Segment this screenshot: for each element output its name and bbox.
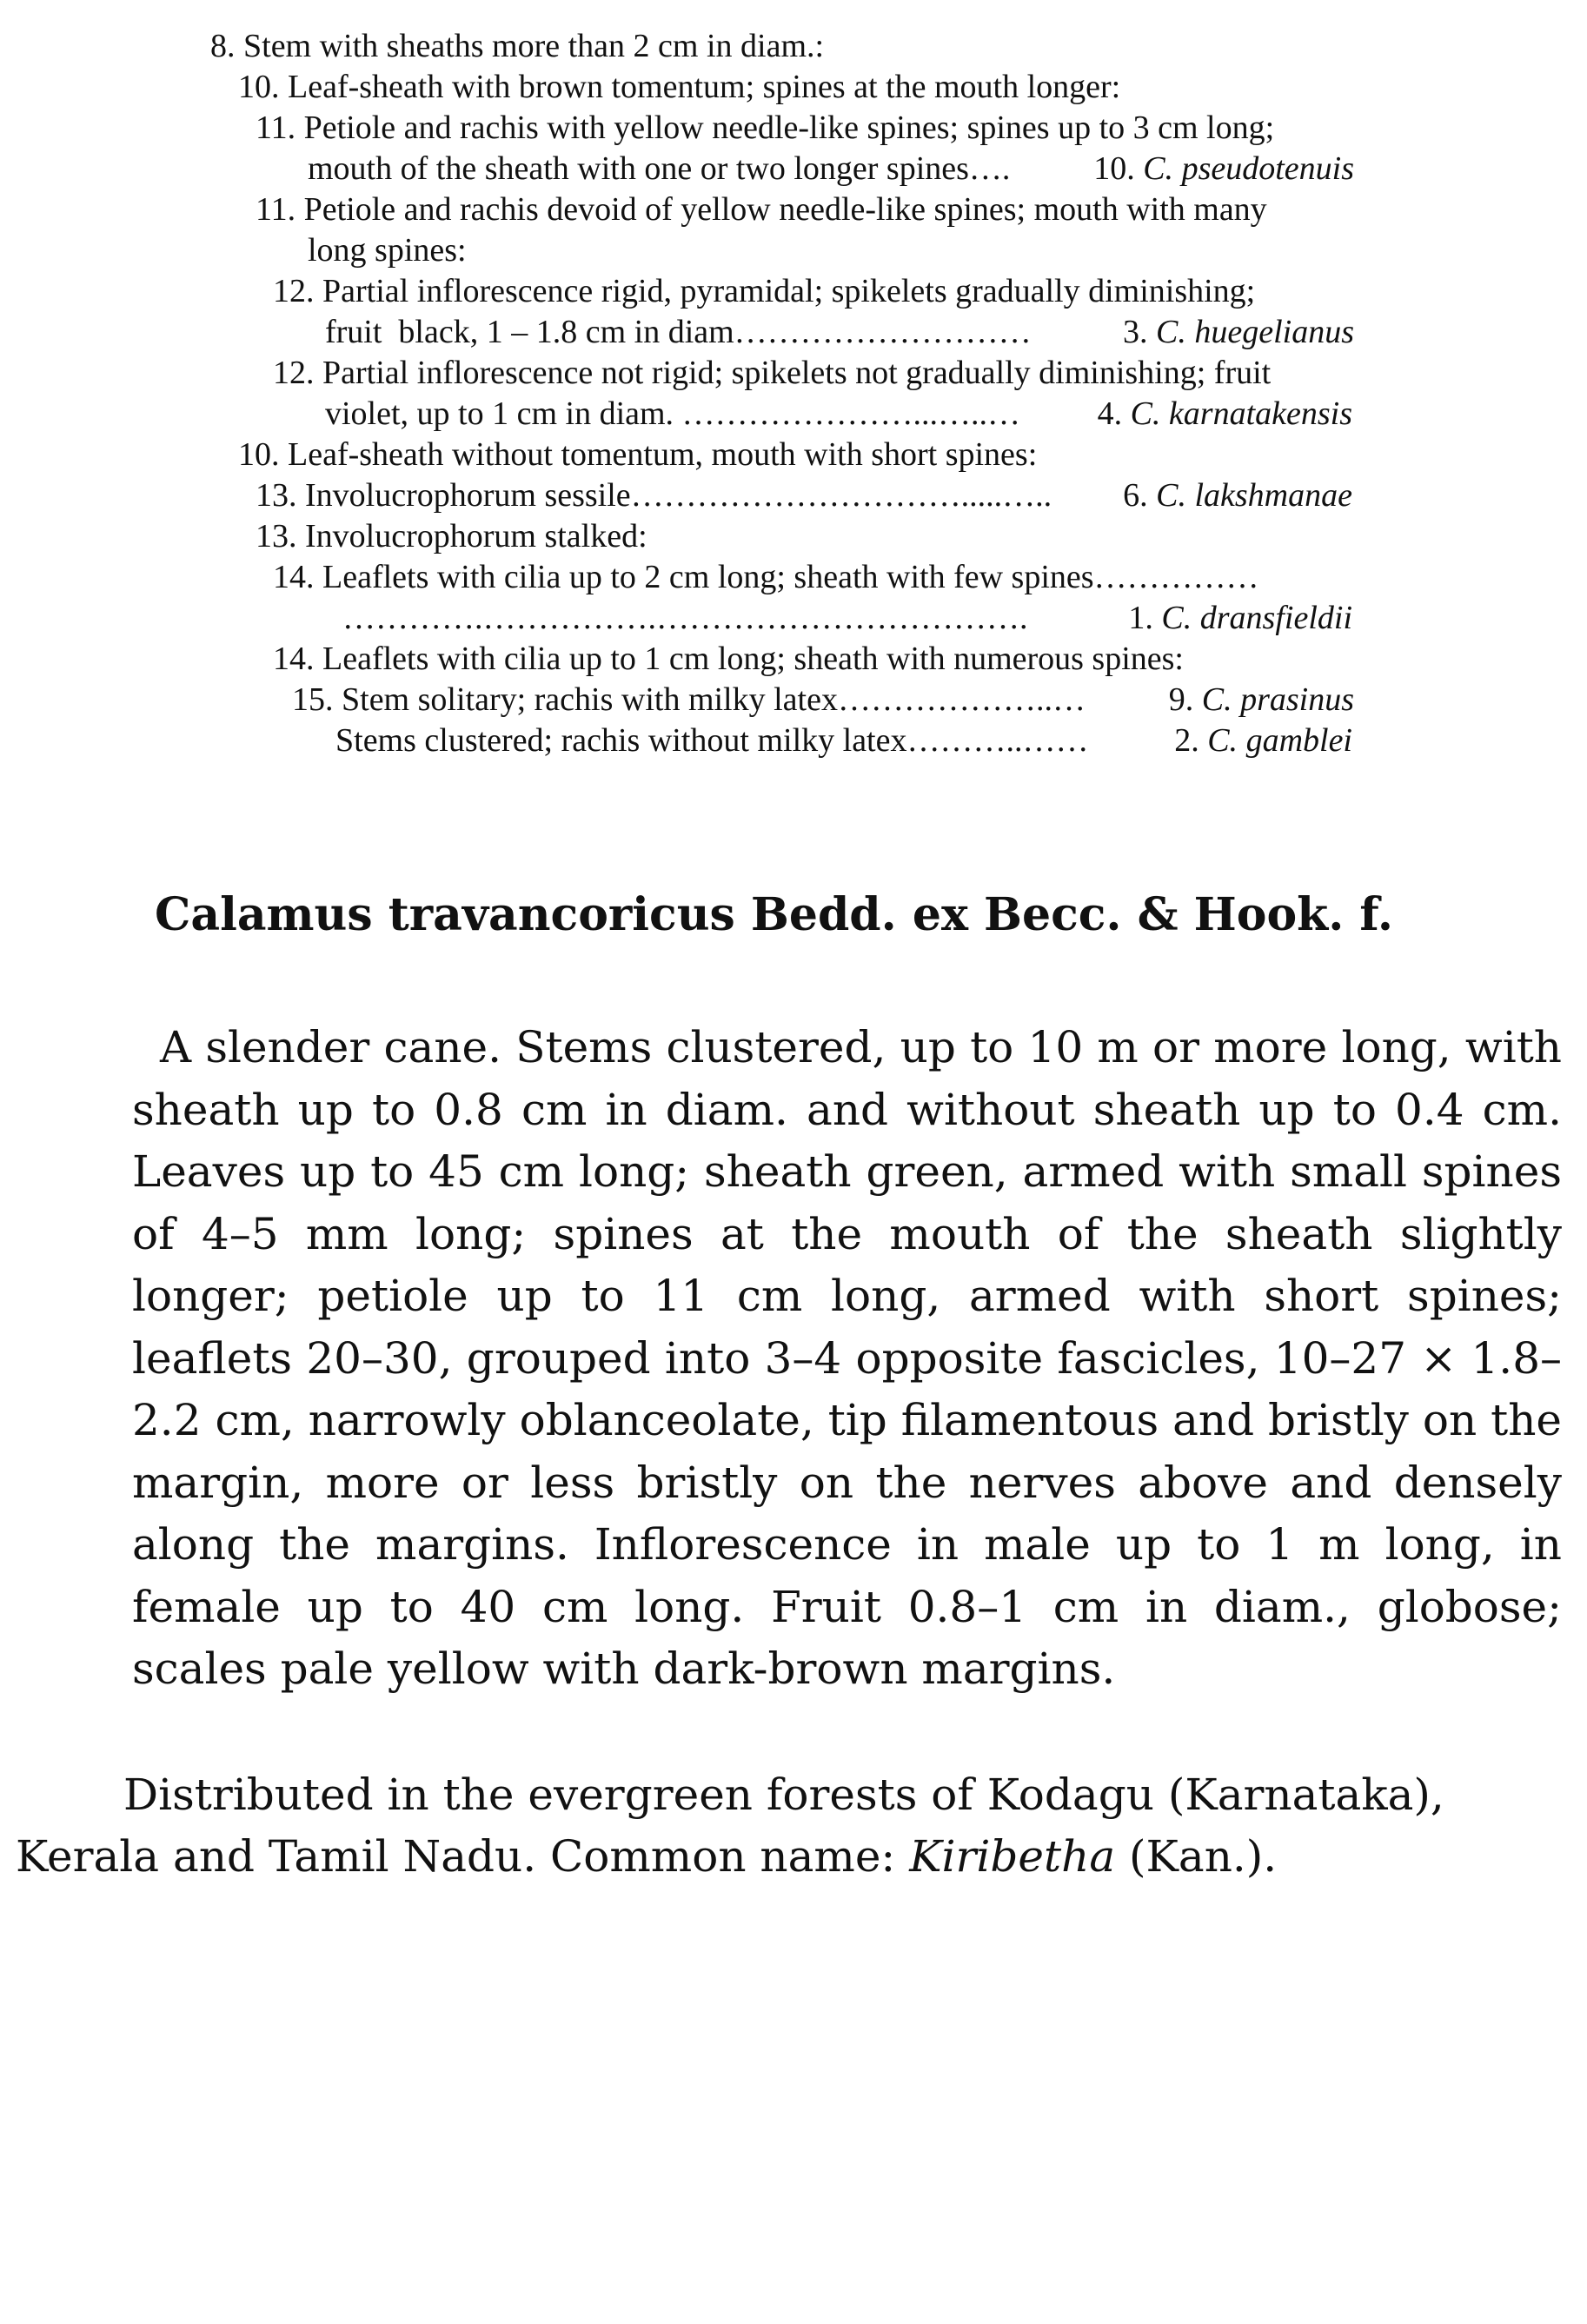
key-result — [1169, 680, 1354, 720]
key-text: Leaflets with cilia up to 1 cm long; sheath with numerous spines: — [322, 641, 1184, 677]
key-line — [0, 394, 1352, 435]
key-result — [1098, 394, 1352, 435]
key-line — [308, 230, 467, 271]
common-name: Kiribetha — [909, 1831, 1116, 1882]
result-number: 9. — [1168, 681, 1194, 718]
key-line — [0, 149, 1354, 189]
result-number: 3. — [1123, 314, 1148, 350]
key-line — [0, 312, 1354, 353]
key-result — [1093, 149, 1354, 189]
distribution-paragraph — [16, 1764, 1563, 1888]
result-species: huegelianus — [1194, 314, 1354, 350]
result-species: gamblei — [1245, 722, 1352, 759]
key-text: Leaf-sheath with brown tomentum; spines at the mouth longer: — [288, 69, 1121, 105]
key-line — [273, 557, 1259, 598]
distribution-suffix: (Kan.). — [1115, 1831, 1278, 1882]
key-number: 13. — [256, 477, 297, 514]
key-number: 14. — [273, 641, 315, 677]
result-genus: C. — [1201, 681, 1232, 718]
key-text: Partial inflorescence rigid, pyramidal; spikelets gradually diminishing; — [322, 273, 1256, 309]
key-line — [238, 67, 1120, 108]
species-heading: Calamus travancoricus Bedd. ex Becc. & Hook. f. — [155, 888, 1394, 941]
result-species: lakshmanae — [1194, 477, 1352, 514]
key-text: violet, up to 1 cm in diam. …………………...…..… — [325, 395, 1021, 432]
key-number: 12. — [273, 273, 315, 309]
key-text: Stem with sheaths more than 2 cm in diam.: — [243, 28, 825, 64]
result-genus: C. — [1161, 600, 1192, 636]
key-text: ………….…………….……………………………. — [342, 600, 1028, 636]
key-text: Stems clustered; rachis without milky latex………..…… — [335, 722, 1089, 759]
key-text: Involucrophorum stalked: — [305, 518, 647, 554]
result-genus: C. — [1207, 722, 1238, 759]
key-line — [273, 639, 1184, 680]
key-result — [1123, 475, 1352, 516]
result-species: karnatakensis — [1168, 395, 1352, 432]
key-line — [0, 720, 1352, 761]
key-line — [256, 108, 1274, 149]
key-line — [256, 189, 1267, 230]
distribution-text: Distributed in the evergreen forests of Kodagu (Karnataka), Kerala and Tamil Nadu. Common name: — [16, 1770, 1444, 1882]
result-number: 1. — [1128, 600, 1153, 636]
key-number: 8. — [210, 28, 236, 64]
result-number: 2. — [1174, 722, 1199, 759]
key-number: 10. — [238, 436, 280, 473]
key-text: Stem solitary; rachis with milky latex………………..… — [342, 681, 1086, 718]
key-number: 10. — [238, 69, 280, 105]
key-text: Leaf-sheath without tomentum, mouth with short spines: — [288, 436, 1038, 473]
key-result — [1128, 598, 1352, 639]
result-genus: C. — [1156, 314, 1186, 350]
key-text: Petiole and rachis devoid of yellow needle-like spines; mouth with many — [303, 191, 1267, 228]
result-species: prasinus — [1240, 681, 1354, 718]
key-text: Partial inflorescence not rigid; spikelets not gradually diminishing; fruit — [322, 355, 1272, 391]
result-number: 10. — [1093, 150, 1135, 187]
result-number: 6. — [1123, 477, 1148, 514]
key-line — [0, 475, 1352, 516]
key-number: 15. — [292, 681, 334, 718]
result-number: 4. — [1097, 395, 1123, 432]
key-line — [0, 598, 1352, 639]
key-result — [1123, 312, 1354, 353]
key-result — [1174, 720, 1352, 761]
key-text-group — [292, 680, 1086, 720]
key-text: fruit black, 1 – 1.8 cm in diam……………………… — [325, 314, 1032, 350]
species-description: A slender cane. Stems clustered, up to 10 m or more long, with sheath up to 0.8 cm in diam. and without sheath up to 0.4 cm. Leaves up to 45 cm long; sheath green, armed with small spines of 4–5 mm long; spines at the mouth of the sheath slightly longer; petiole up to 11 cm long, armed with short spines; leaflets 20–30, grouped into 3–4 opposite fascicles, 10–27 × 1.8–2.2 cm, narrowly oblanceolate, tip filamentous and bristly on the margin, more or less bristly on the nerves above and densely along the margins. Inflorescence in male up to 1 m long, in female up to 40 cm long. Fruit 0.8–1 cm in diam., globose; scales pale yellow with dark-brown margins. — [132, 1022, 1562, 1694]
key-line — [210, 26, 824, 67]
key-text: Leaflets with cilia up to 2 cm long; sheath with few spines…………… — [322, 559, 1259, 595]
key-number: 12. — [273, 355, 315, 391]
key-text-group — [256, 475, 1052, 516]
key-line — [273, 271, 1255, 312]
key-text: Petiole and rachis with yellow needle-like spines; spines up to 3 cm long; — [303, 110, 1275, 146]
key-text: mouth of the sheath with one or two longer spines…. — [308, 150, 1011, 187]
key-number: 11. — [256, 191, 296, 228]
key-text: Involucrophorum sessile………………………….....….. — [305, 477, 1052, 514]
result-genus: C. — [1130, 395, 1161, 432]
key-number: 14. — [273, 559, 315, 595]
key-line — [238, 435, 1037, 475]
result-genus: C. — [1156, 477, 1186, 514]
key-number: 11. — [256, 110, 296, 146]
key-line — [273, 353, 1271, 394]
key-line — [256, 516, 647, 557]
key-text: long spines: — [308, 232, 467, 269]
result-species: dransfieldii — [1199, 600, 1352, 636]
key-number: 13. — [256, 518, 297, 554]
result-genus: C. — [1143, 150, 1174, 187]
result-species: pseudotenuis — [1181, 150, 1354, 187]
key-line — [0, 680, 1354, 720]
